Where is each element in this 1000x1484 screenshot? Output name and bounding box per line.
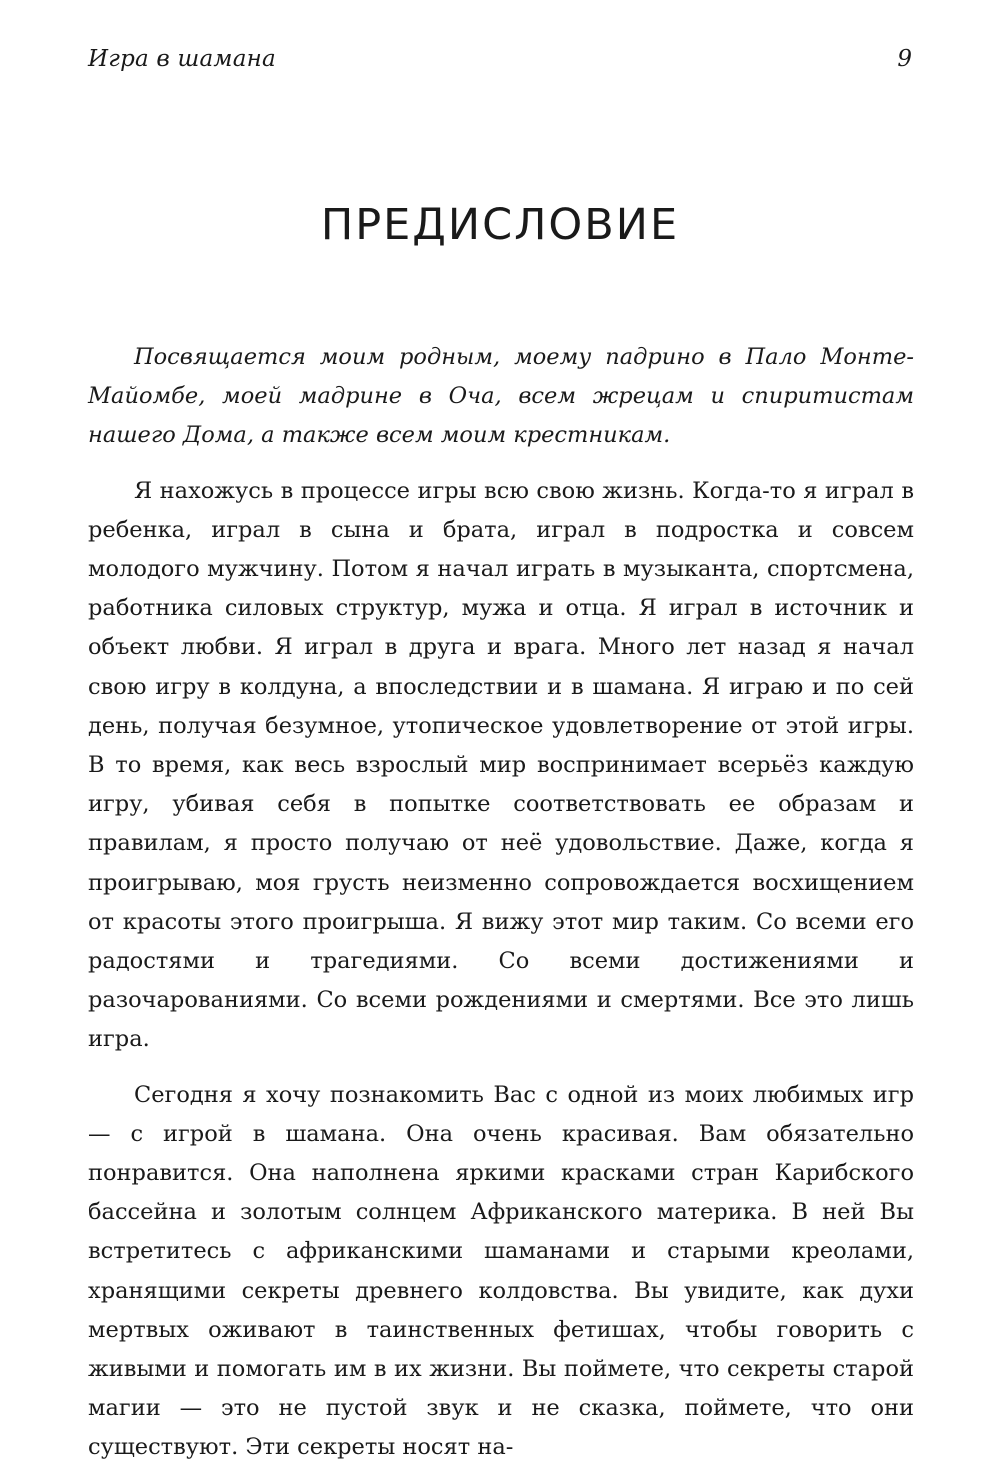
paragraph: Я нахожусь в процессе игры всю свою жизнь. Когда-то я играл в ребенка, играл в сына и брата, играл в подростка и совсем молодого мужчину. Потом я начал играть в музыканта, спортсмена, работника силовых структур, мужа и отца. Я играл в источник и объект любви. Я играл в друга и врага. Много лет назад я начал свою игру в колдуна, а впоследствии и в шамана. Я играю и по сей день, получая безумное, утопическое удовлетворение от этой игры. В то время, как весь взрослый мир воспринимает всерьёз каждую игру, убивая себя в попытке соответствовать ее образам и правилам, я просто получаю от неё удовольствие. Даже, когда я проигрываю, моя грусть неизменно сопровождается восхищением от красоты этого проигрыша. Я вижу этот мир таким. Со всеми его радостями и трагедиями. Со всеми достижениями и разочарованиями. Со всеми рождениями и смертями. Все это лишь игра. (88, 477, 914, 1053)
running-head: Игра в шамана (88, 46, 276, 72)
body-text (88, 338, 914, 1484)
dedication-paragraph: Посвящается моим родным, моему падрино в Пало Монте-Майомбе, моей мадрине в Оча, всем жрецам и спиритистам нашего Дома, а также всем моим крестникам. (88, 344, 914, 449)
paragraph: Сегодня я хочу познакомить Вас с одной из моих любимых игр — с игрой в шамана. Она очень красивая. Вам обязательно понравится. Она наполнена яркими красками стран Карибского бассейна и золотым солнцем Африканского материка. В ней Вы встретитесь с африканскими шаманами и старыми креолами, хранящими секреты древнего колдовства. Вы увидите, как духи мертвых оживают в таинственных фетишах, чтобы говорить с живыми и помогать им в их жизни. Вы поймете, что секреты старой магии — это не пустой звук и не сказка, поймете, что они существуют. Эти секреты носят на- (88, 1081, 914, 1461)
page-number: 9 (897, 46, 912, 72)
chapter-title: ПРЕДИСЛОВИЕ (320, 200, 680, 250)
